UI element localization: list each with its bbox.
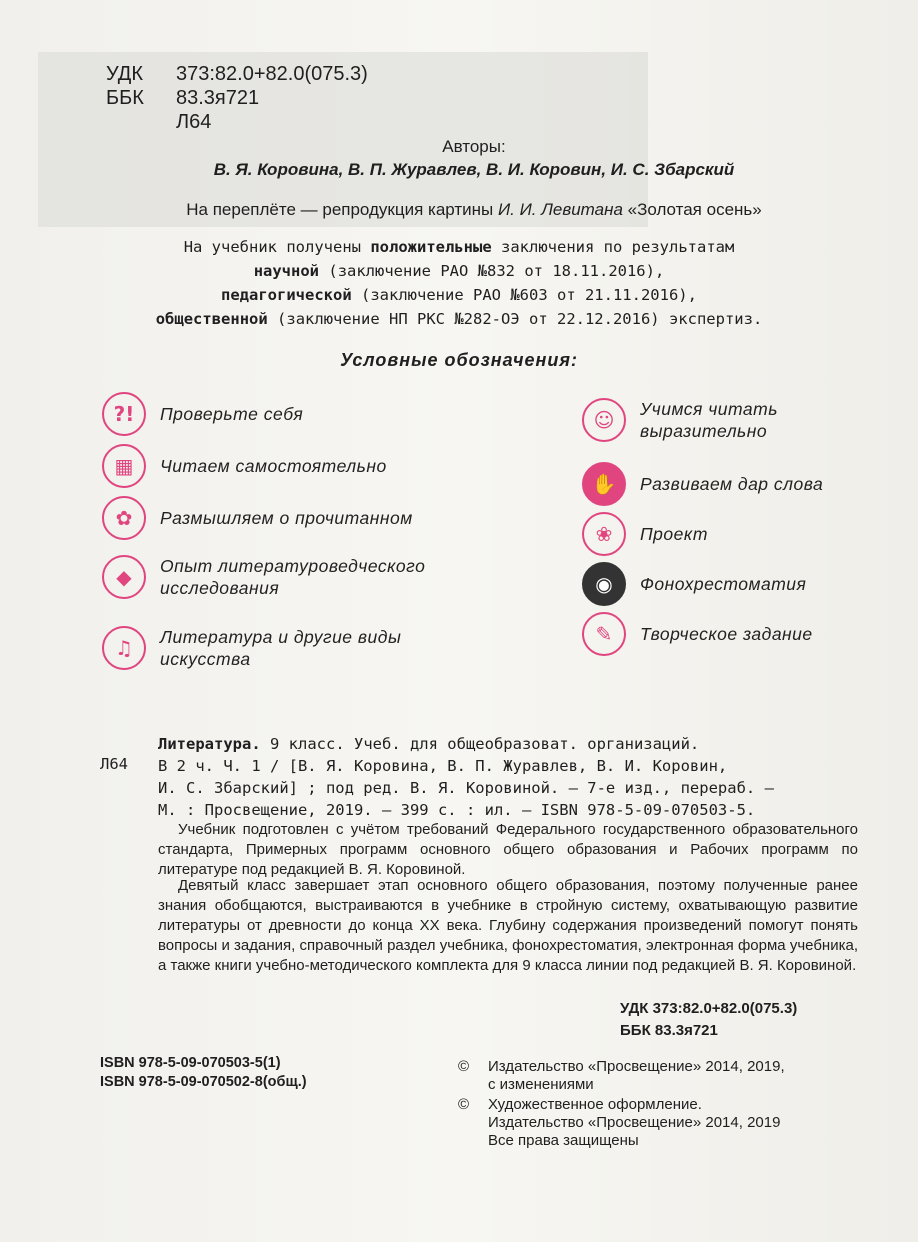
question-exclamation-icon: ?! [102, 392, 146, 436]
copyright-block [458, 1058, 868, 1152]
legend-item [102, 496, 413, 540]
authors-list: В. Я. Коровина, В. П. Журавлев, В. И. Коровин, И. С. Збарский [213, 160, 735, 179]
legend-item [582, 398, 778, 442]
annotation-paragraph: Учебник подготовлен с учётом требований Федерального государственного образовательного стандарта, Примерных программ основного общего образования и Рабочих программ по литературе под редакцией В. Я. Коровиной. [158, 821, 858, 878]
bibliography-line: И. С. Збарский] ; под ред. В. Я. Коровиной. — 7-е изд., перераб. — [158, 779, 774, 797]
legend-label: Развиваем дар слова [640, 474, 824, 494]
udk-value: 373:82.0+82.0(075.3) [176, 63, 368, 85]
udk-header [106, 62, 368, 134]
legend-label: Творческое задание [640, 624, 813, 644]
open-book-icon: ▦ [102, 444, 146, 488]
legend-heading: Условные обозначения: [340, 350, 578, 370]
bbk-value: 83.3я721 [176, 87, 260, 109]
pencil-icon: ✎ [582, 612, 626, 656]
copyright-line: Все права защищены [488, 1132, 639, 1149]
bibliography-line: В 2 ч. Ч. 1 / [В. Я. Коровина, В. П. Журавлев, В. И. Коровин, [158, 757, 728, 775]
legend-label: Опыт литературоведческого исследования [160, 556, 426, 598]
legend-label: Фонохрестоматия [640, 574, 807, 594]
thinking-icon: ✿ [102, 496, 146, 540]
orator-icon: ✋ [582, 462, 626, 506]
review-text: На учебник получены [183, 238, 361, 256]
udk-footer-line: УДК 373:82.0+82.0(075.3) [620, 1000, 798, 1017]
bibliography-code: Л64 [100, 755, 128, 773]
cover-prefix: На переплёте — репродукция картины [186, 200, 494, 219]
legend-label: Литература и другие виды искусства [160, 627, 402, 669]
legend-item [582, 512, 708, 556]
legend-item [102, 555, 425, 599]
legend-item [582, 562, 806, 606]
bibliography-record [158, 733, 858, 821]
isbn-block [100, 1054, 307, 1092]
legend-item [582, 612, 813, 656]
bbk-label: ББК [106, 87, 144, 109]
lyre-icon: ♫ [102, 626, 146, 670]
copyright-icon: © [458, 1096, 470, 1113]
legend-label: Проверьте себя [160, 404, 304, 424]
legend-label: Размышляем о прочитанном [160, 508, 413, 528]
legend-label: Учимся читать выразительно [640, 399, 778, 441]
review-text: (заключение НП РКС №282-ОЭ от 22.12.2016) экспертиз. [277, 310, 763, 328]
reviews-block [60, 235, 858, 331]
review-text: (заключение РАО №603 от 21.11.2016), [361, 286, 697, 304]
review-text: заключения по результатам [501, 238, 735, 256]
copyright-line: с изменениями [488, 1076, 594, 1093]
review-bold: положительные [370, 238, 492, 256]
flower-icon: ❀ [582, 512, 626, 556]
legend-label: Проект [640, 524, 708, 544]
bibliography-line: 9 класс. Учеб. для общеобразоват. организаций. [270, 735, 700, 753]
review-bold: научной [253, 262, 320, 280]
copyright-icon: © [458, 1058, 470, 1075]
cover-note [0, 200, 918, 220]
udk-label: УДК [106, 63, 144, 85]
author-code: Л64 [176, 111, 212, 133]
isbn-line: ISBN 978-5-09-070502-8(общ.) [100, 1074, 307, 1090]
bibliography-title: Литература. [158, 735, 261, 753]
review-bold: общественной [155, 310, 268, 328]
copyright-line: Издательство «Просвещение» 2014, 2019 [488, 1114, 781, 1131]
authors-heading: Авторы: [442, 137, 506, 156]
bibliography-line: М. : Просвещение, 2019. — 399 с. : ил. — ISBN 978-5-09-070503-5. [158, 801, 756, 819]
legend-item [582, 462, 823, 506]
annotation-paragraph: Девятый класс завершает этап основного общего образования, поэтому полученные ранее знания обобщаются, выстраиваются в учебнике в стройную систему, охватывающую развитие литературы от древности до конца XX века. Глубину содержания произведений помогут понять вопросы и задания, справочный раздел учебника, фонохрестоматия, электронная форма учебника, а также книги учебно-методического комплекта для 9 класса линии под редакцией В. Я. Коровиной. [158, 877, 858, 974]
review-text: (заключение РАО №832 от 18.11.2016), [328, 262, 665, 280]
udk-footer [620, 998, 797, 1042]
disc-icon: ◉ [582, 562, 626, 606]
legend-item [102, 444, 387, 488]
theatre-masks-icon: ☺ [582, 398, 626, 442]
bbk-footer-line: ББК 83.3я721 [620, 1022, 718, 1039]
cover-title: «Золотая осень» [627, 200, 762, 219]
graduation-cap-icon: ◆ [102, 555, 146, 599]
copyright-line: Художественное оформление. [488, 1096, 702, 1113]
legend-item [102, 392, 303, 436]
legend-item [102, 626, 401, 670]
legend-label: Читаем самостоятельно [160, 456, 387, 476]
cover-artist: И. И. Левитана [498, 200, 623, 219]
review-bold: педагогической [221, 286, 352, 304]
copyright-line: Издательство «Просвещение» 2014, 2019, [488, 1058, 785, 1075]
isbn-line: ISBN 978-5-09-070503-5(1) [100, 1055, 281, 1071]
